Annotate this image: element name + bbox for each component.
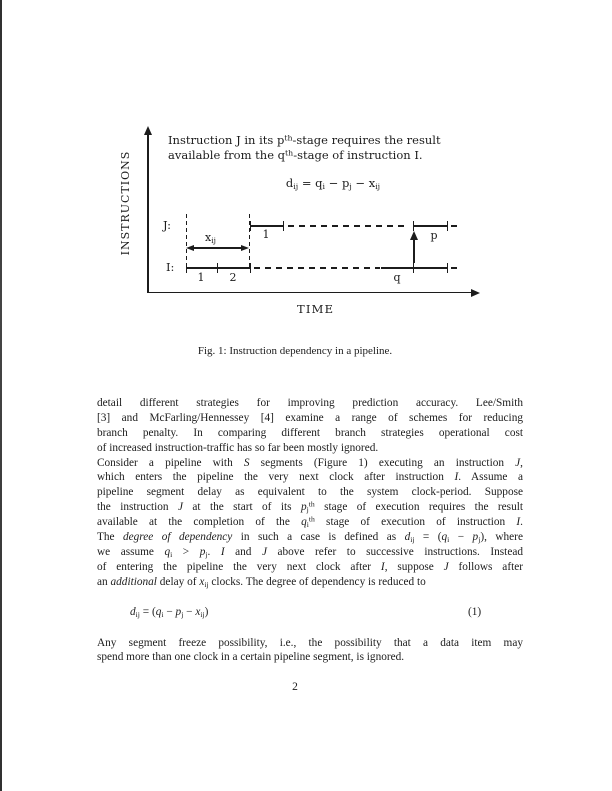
equation-1	[97, 605, 523, 620]
text-line: [3] and McFarling/Hennessey [4] examine a range of schemes for reducing	[97, 411, 523, 424]
text-line: spend more than one clock in a certain pipeline segment, is ignored.	[97, 651, 405, 664]
xij-arrow-left-icon	[186, 245, 194, 251]
page-number: 2	[292, 681, 298, 693]
dashed-marker-left	[186, 214, 187, 268]
xij-arrow-right-icon	[241, 245, 249, 251]
tick	[283, 221, 284, 231]
j-stage1-label: 1	[262, 228, 270, 241]
i-stage1-label: 1	[197, 271, 205, 284]
tick	[217, 263, 218, 273]
text-line: of increased instruction-traffic has so far been mostly ignored.	[97, 441, 379, 454]
figure-note-line2: available from the $q^{th}$-stage of instruction I.	[168, 148, 423, 162]
i-stage2-label: 2	[229, 271, 237, 284]
text-line: The degree of dependency in such a case is defined as $d_{ij} = (q_i - p_j)$, where	[97, 531, 523, 545]
tick	[413, 263, 414, 273]
tick	[447, 221, 448, 231]
xij-label: $x_{ij}$	[205, 231, 216, 246]
text-line: available at the completion of the $q_i^{th}$ stage of execution of instruction I.	[97, 514, 523, 530]
i-stage12-segment	[186, 267, 250, 269]
x-axis	[148, 292, 472, 294]
paragraph-2	[97, 456, 523, 590]
y-axis	[147, 134, 149, 293]
text-line: which enters the pipeline the very next clock after instruction I. Assume a	[97, 471, 523, 484]
figure-caption: Fig. 1: Instruction dependency in a pipeline.	[197, 345, 393, 357]
text-line: Any segment freeze possibility, i.e., the possibility that a data item may	[97, 636, 523, 649]
figure-formula: $d_{ij} = q_i - p_j - x_{ij}$	[285, 176, 381, 192]
x-axis-arrow-icon	[471, 289, 480, 297]
text-line: Consider a pipeline with S segments (Figure 1) executing an instruction J,	[97, 456, 523, 469]
i-stageq-label: q	[393, 271, 401, 284]
paragraph-3	[97, 636, 523, 666]
i-end-dash	[451, 267, 457, 269]
text-line: of entering the pipeline the very next clock after I, suppose J follows after	[97, 560, 523, 573]
tick	[250, 263, 251, 273]
figure-note-line1: Instruction J in its $p^{th}$-stage requires the result	[168, 133, 441, 147]
x-axis-label: TIME	[297, 302, 335, 316]
xij-arrow-stem	[191, 247, 244, 248]
dependency-arrow-stem	[413, 239, 414, 263]
text-line: an additional delay of $x_{ij}$ clocks. The degree of dependency is reduced to	[97, 575, 426, 589]
row-j-label: J:	[163, 218, 172, 232]
i-stageq-segment	[381, 267, 447, 269]
text-line: detail different strategies for improving prediction accuracy. Lee/Smith	[97, 397, 523, 409]
row-i-label: I:	[166, 260, 175, 274]
text-line: pipeline segment delay as equivalent to the system clock-period. Suppose	[97, 486, 523, 499]
body-text	[97, 396, 523, 665]
equation-formula: $d_{ij} = (q_i - p_j - x_{ij})$	[130, 605, 209, 619]
scan-edge-artifact	[0, 0, 2, 791]
text-line: branch penalty. In comparing different branch strategies operational cost	[97, 426, 523, 439]
text-line: we assume $q_i > p_j$. I and J above refer to successive instructions. Instead	[97, 545, 523, 560]
j-stage1-segment	[250, 225, 283, 227]
text-line: the instruction J at the start of its $p_j^{th}$ stage of execution requires the result	[97, 499, 523, 515]
j-stagep-segment	[413, 225, 447, 227]
j-end-dash	[451, 225, 457, 227]
y-axis-label: INSTRUCTIONS	[119, 150, 132, 256]
i-dashed-line	[254, 267, 380, 269]
j-stagep-label: p	[430, 229, 438, 242]
paragraph-1	[97, 396, 523, 456]
tick	[447, 263, 448, 273]
equation-number: (1)	[468, 605, 482, 618]
j-dashed-line	[288, 225, 408, 227]
